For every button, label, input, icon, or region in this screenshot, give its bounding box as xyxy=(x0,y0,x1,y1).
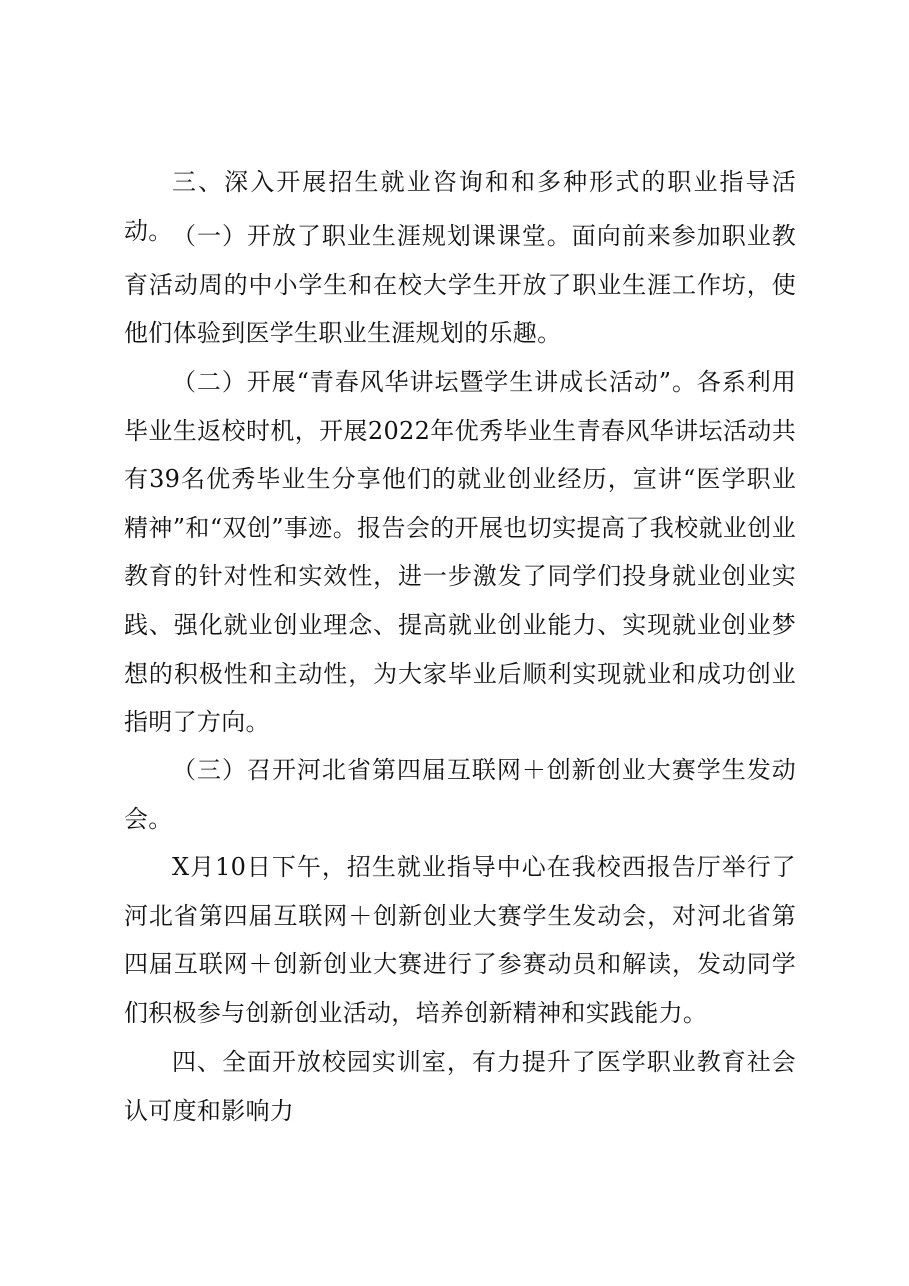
paragraph-youth-forum: （二）开展“青春风华讲坛暨学生讲成长活动”。各系利用毕业生返校时机，开展2022年优秀毕业生青春风华讲坛活动共有39名优秀毕业生分享他们的就业创业经历，宣讲“医学职业精神”和“双创”事迹。报告会的开展也切实提高了我校就业创业教育的针对性和实效性，进一步激发了同学们投身就业创业实践、强化就业创业理念、提高就业创业能力、实现就业创业梦想的积极性和主动性，为大家毕业后顺利实现就业和成功创业指明了方向。 xyxy=(124,368,796,737)
paragraph-competition-heading: （三）召开河北省第四届互联网＋创新创业大赛学生发动会。 xyxy=(124,756,796,833)
section-heading-3: 三、深入开展招生就业咨询和和多种形式的职业指导活动。 xyxy=(124,168,796,245)
section-heading-4: 四、全面开放校园实训室，有力提升了医学职业教育社会认可度和影响力 xyxy=(124,1048,796,1125)
paragraph-career-planning: （一）开放了职业生涯规划课课堂。面向前来参加职业教育活动周的中小学生和在校大学生开放了职业生涯工作坊，使他们体验到医学生职业生涯规划的乐趣。 xyxy=(124,222,796,348)
paragraph-competition-detail: X月10日下午，招生就业指导中心在我校西报告厅举行了河北省第四届互联网＋创新创业大赛学生发动会，对河北省第四届互联网＋创新创业大赛进行了参赛动员和解读，发动同学们积极参与创新创业活动，培养创新精神和实践能力。 xyxy=(124,853,796,1027)
